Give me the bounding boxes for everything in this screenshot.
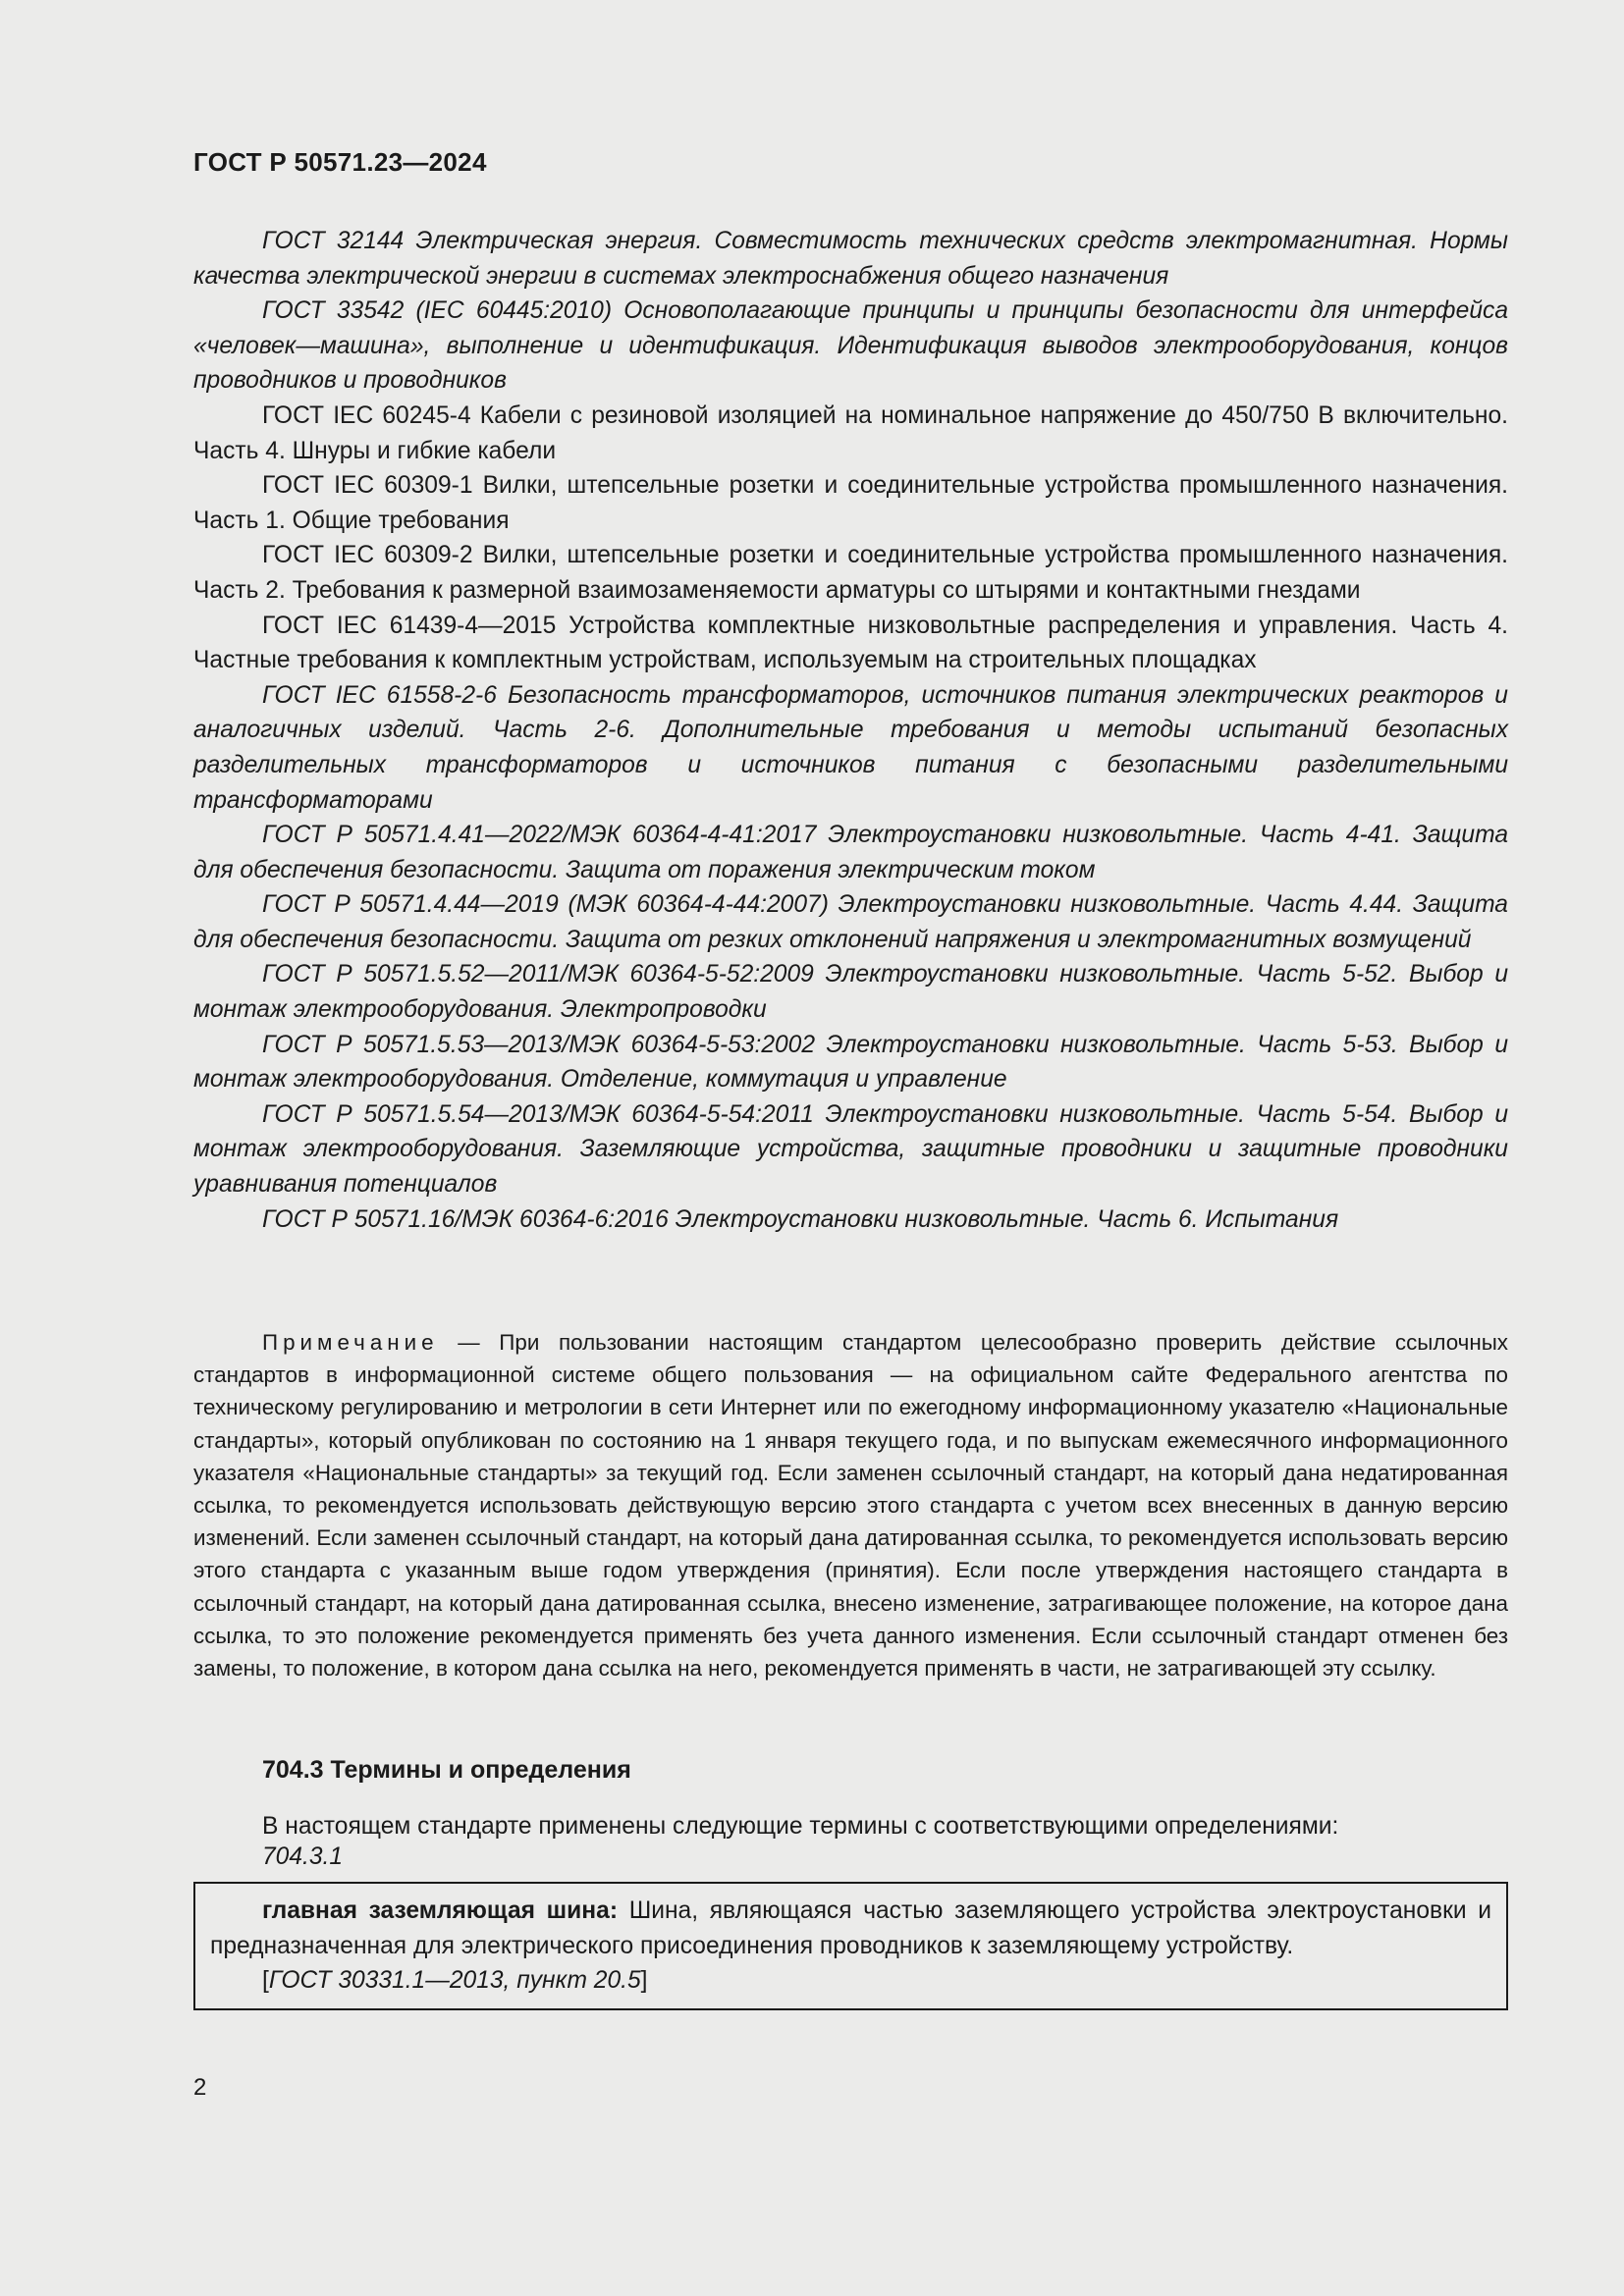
term-source-ref: ГОСТ 30331.1—2013, пункт 20.5 — [268, 1967, 641, 1995]
reference-item: ГОСТ Р 50571.4.41—2022/МЭК 60364-4-41:2017 Электроустановки низковольтные. Часть 4-41. Защита для обеспечения безопасности. Защита от поражения электрическим током — [193, 822, 1508, 883]
note-paragraph — [193, 1326, 1508, 1684]
term-source — [210, 1963, 1491, 1999]
normative-references — [193, 224, 1508, 1237]
reference-item: ГОСТ IEC 60309-2 Вилки, штепсельные розетки и соединительные устройства промышленного назначения. Часть 2. Требования к размерной взаимозаменяемости арматуры со штырями и контактными гнездами — [193, 542, 1508, 604]
reference-item: ГОСТ IEC 60309-1 Вилки, штепсельные розетки и соединительные устройства промышленного назначения. Часть 1. Общие требования — [193, 472, 1508, 534]
reference-item: ГОСТ Р 50571.4.44—2019 (МЭК 60364-4-44:2007) Электроустановки низковольтные. Часть 4.44. Защита для обеспечения безопасности. Защита от резких отклонений напряжения и электромагнитных возмущений — [193, 891, 1508, 953]
document-header: ГОСТ Р 50571.23—2024 — [193, 147, 487, 177]
term-text: Шина, являющаяся частью заземляющего устройства электроустановки и предназначенная для электрического присоединения проводников к заземляющему устройству. — [210, 1897, 1491, 1959]
section-title: 704.3 Термины и определения — [262, 1756, 631, 1784]
reference-item: ГОСТ IEC 60245-4 Кабели с резиновой изоляцией на номинальное напряжение до 450/750 В включительно. Часть 4. Шнуры и гибкие кабели — [193, 401, 1508, 464]
term-number: 704.3.1 — [262, 1843, 344, 1870]
reference-item: ГОСТ IEC 61439-4—2015 Устройства комплектные низковольтные распределения и управления. Часть 4. Частные требования к комплектным устройствам, используемым на строительных площадках — [193, 612, 1508, 674]
reference-item: ГОСТ 33542 (IEC 60445:2010) Основополагающие принципы и принципы безопасности для интерфейса «человек—машина», выполнение и идентификация. Идентификация выводов электрооборудования, концов проводников и проводников — [193, 297, 1508, 395]
reference-item: ГОСТ IEC 61558-2-6 Безопасность трансформаторов, источников питания электрических реакторов и аналогичных изделий. Часть 2-6. Дополнительные требования и методы испытаний безопасных разделительных трансформаторов и источников питания с безопасными разделительными трансформаторами — [193, 681, 1508, 814]
reference-item: ГОСТ Р 50571.5.52—2011/МЭК 60364-5-52:2009 Электроустановки низковольтные. Часть 5-52. Выбор и монтаж электрооборудования. Электропроводки — [193, 961, 1508, 1024]
reference-item: ГОСТ Р 50571.5.53—2013/МЭК 60364-5-53:2002 Электроустановки низковольтные. Часть 5-53. Выбор и монтаж электрооборудования. Отделение, коммутация и управление — [193, 1031, 1508, 1094]
page-number: 2 — [193, 2074, 207, 2101]
reference-item: ГОСТ Р 50571.16/МЭК 60364-6:2016 Электроустановки низковольтные. Часть 6. Испытания — [262, 1205, 1339, 1233]
reference-item: ГОСТ 32144 Электрическая энергия. Совместимость технических средств электромагнитная. Нормы качества электрической энергии в системах электроснабжения общего назначения — [193, 228, 1508, 290]
term-source-close: ] — [640, 1967, 648, 1995]
note-label: Примечание — [262, 1330, 439, 1355]
term-definition-box — [193, 1882, 1508, 2010]
term-name: главная заземляющая шина: — [262, 1897, 619, 1924]
term-definition — [210, 1894, 1491, 1963]
term-source-open: [ — [262, 1967, 269, 1995]
note-block — [193, 1326, 1508, 1684]
section-intro: В настоящем стандарте применены следующие термины с соответствующими определениями: — [262, 1813, 1339, 1840]
note-text: — При пользовании настоящим стандартом целесообразно проверить действие ссылочных стандартов в информационной системе общего пользования — на официальном сайте Федерального агентства по техническому регулированию и метрологии в сети Интернет или по ежегодному информационному указателю «Национальные стандарты», который опубликован по состоянию на 1 января текущего года, и по выпускам ежемесячного информационного указателя «Национальные стандарты» за текущий год. Если заменен ссылочный стандарт, на который дана недатированная ссылка, то рекомендуется использовать действующую версию этого стандарта с учетом всех внесенных в данную версию изменений. Если заменен ссылочный стандарт, на который дана датированная ссылка, то рекомендуется использовать версию этого стандарта с указанным выше годом утверждения (принятия). Если после утверждения настоящего стандарта в ссылочный стандарт, на который дана датированная ссылка, внесено изменение, затрагивающее положение, на которое дана ссылка, то это положение рекомендуется применять без учета данного изменения. Если ссылочный стандарт отменен без замены, то положение, в котором дана ссылка на него, рекомендуется применять в части, не затрагивающей эту ссылку. — [193, 1330, 1508, 1682]
reference-item: ГОСТ Р 50571.5.54—2013/МЭК 60364-5-54:2011 Электроустановки низковольтные. Часть 5-54. Выбор и монтаж электрооборудования. Заземляющие устройства, защитные проводники и защитные проводники уравнивания потенциалов — [193, 1100, 1508, 1199]
